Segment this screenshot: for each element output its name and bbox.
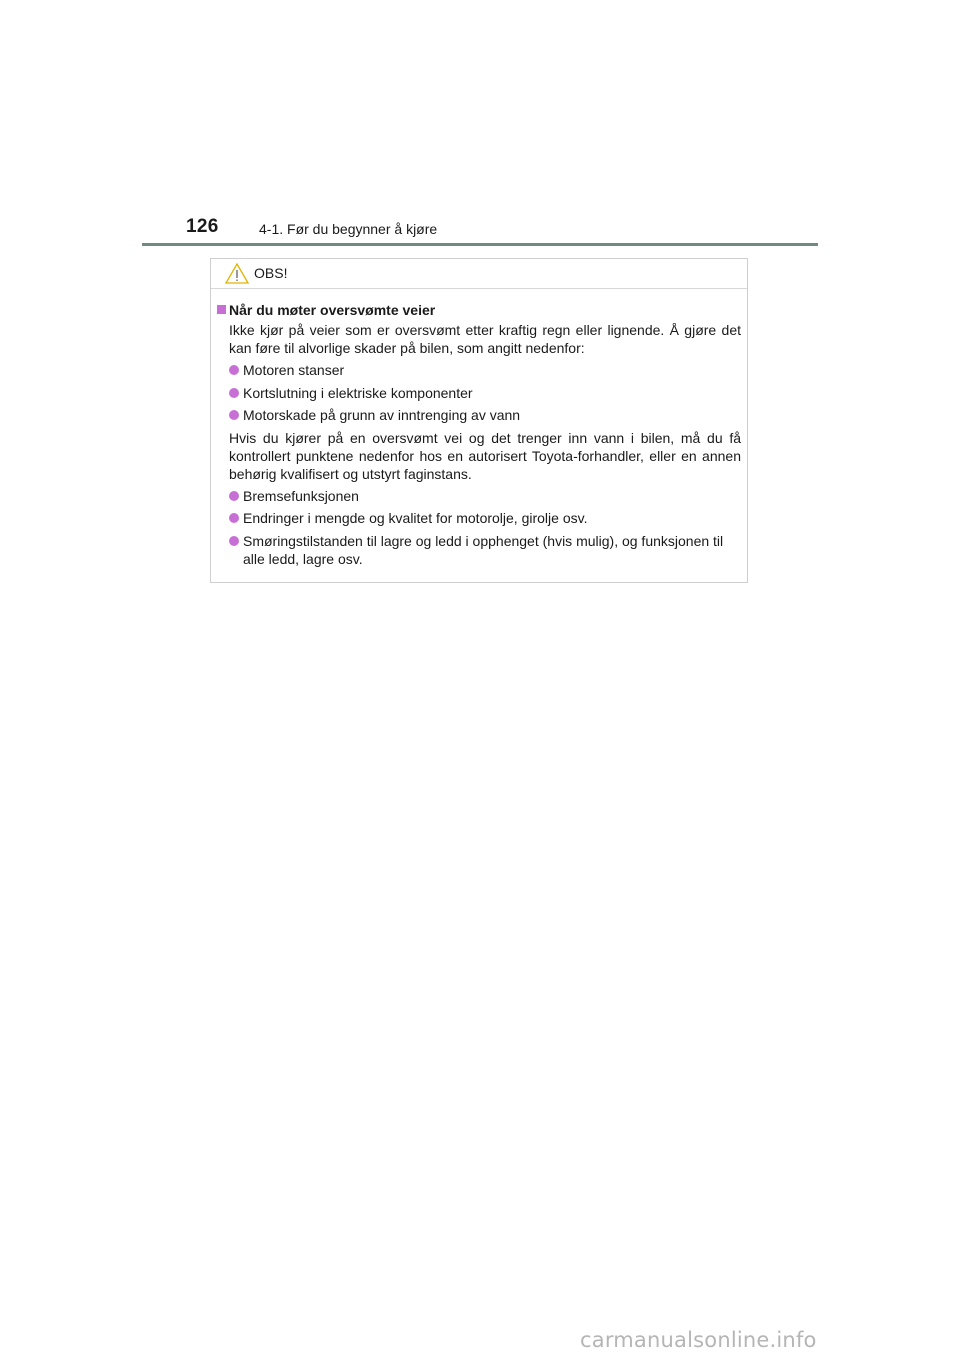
circle-bullet-icon [229,365,239,375]
list-item-text: Bremsefunksjonen [243,487,359,504]
list-item [217,406,741,424]
list-item [217,532,741,568]
square-bullet-icon [217,305,226,314]
list-item-text: Endringer i mengde og kvalitet for motorolje, girolje osv. [243,510,588,526]
list-item [217,384,741,402]
warning-box [210,258,748,583]
warning-heading-text: Når du møter oversvømte veier [229,302,436,318]
warning-heading [217,301,741,319]
list-item-text: Kortslutning i elektriske komponenter [243,384,473,401]
list-item [217,509,741,527]
warning-body [211,289,747,568]
circle-bullet-icon [229,513,239,523]
circle-bullet-icon [229,388,239,398]
page-number: 126 [186,216,219,237]
circle-bullet-icon [229,491,239,501]
circle-bullet-icon [229,536,239,546]
check-paragraph: Hvis du kjører på en oversvømt vei og det trenger inn vann i bilen, må du få kontrollert punktene nedenfor hos en autorisert Toyota-forhandler, eller en annen behørig kvalifisert og utstyrt faginstans. [229,429,741,482]
list-item [217,487,741,505]
list-item [217,361,741,379]
warning-triangle-icon [225,263,249,284]
warning-label: OBS! [254,265,288,281]
list-item-text: Motorskade på grunn av inntrenging av vann [243,407,521,423]
intro-paragraph: Ikke kjør på veier som er oversvømt etter kraftig regn eller lignende. Å gjøre det kan føre til alvorlige skader på bilen, som angitt nedenfor: [229,322,741,356]
watermark: carmanualsonline.info [580,1328,817,1352]
list-item-text: Smøringstilstanden til lagre og ledd i opphenget (hvis mulig), og funksjonen til alle ledd, lagre osv. [243,532,724,567]
warning-header [211,259,747,289]
list-item-text: Motoren stanser [243,362,345,378]
circle-bullet-icon [229,410,239,420]
header-divider [142,243,818,246]
section-title: 4-1. Før du begynner å kjøre [259,221,438,237]
